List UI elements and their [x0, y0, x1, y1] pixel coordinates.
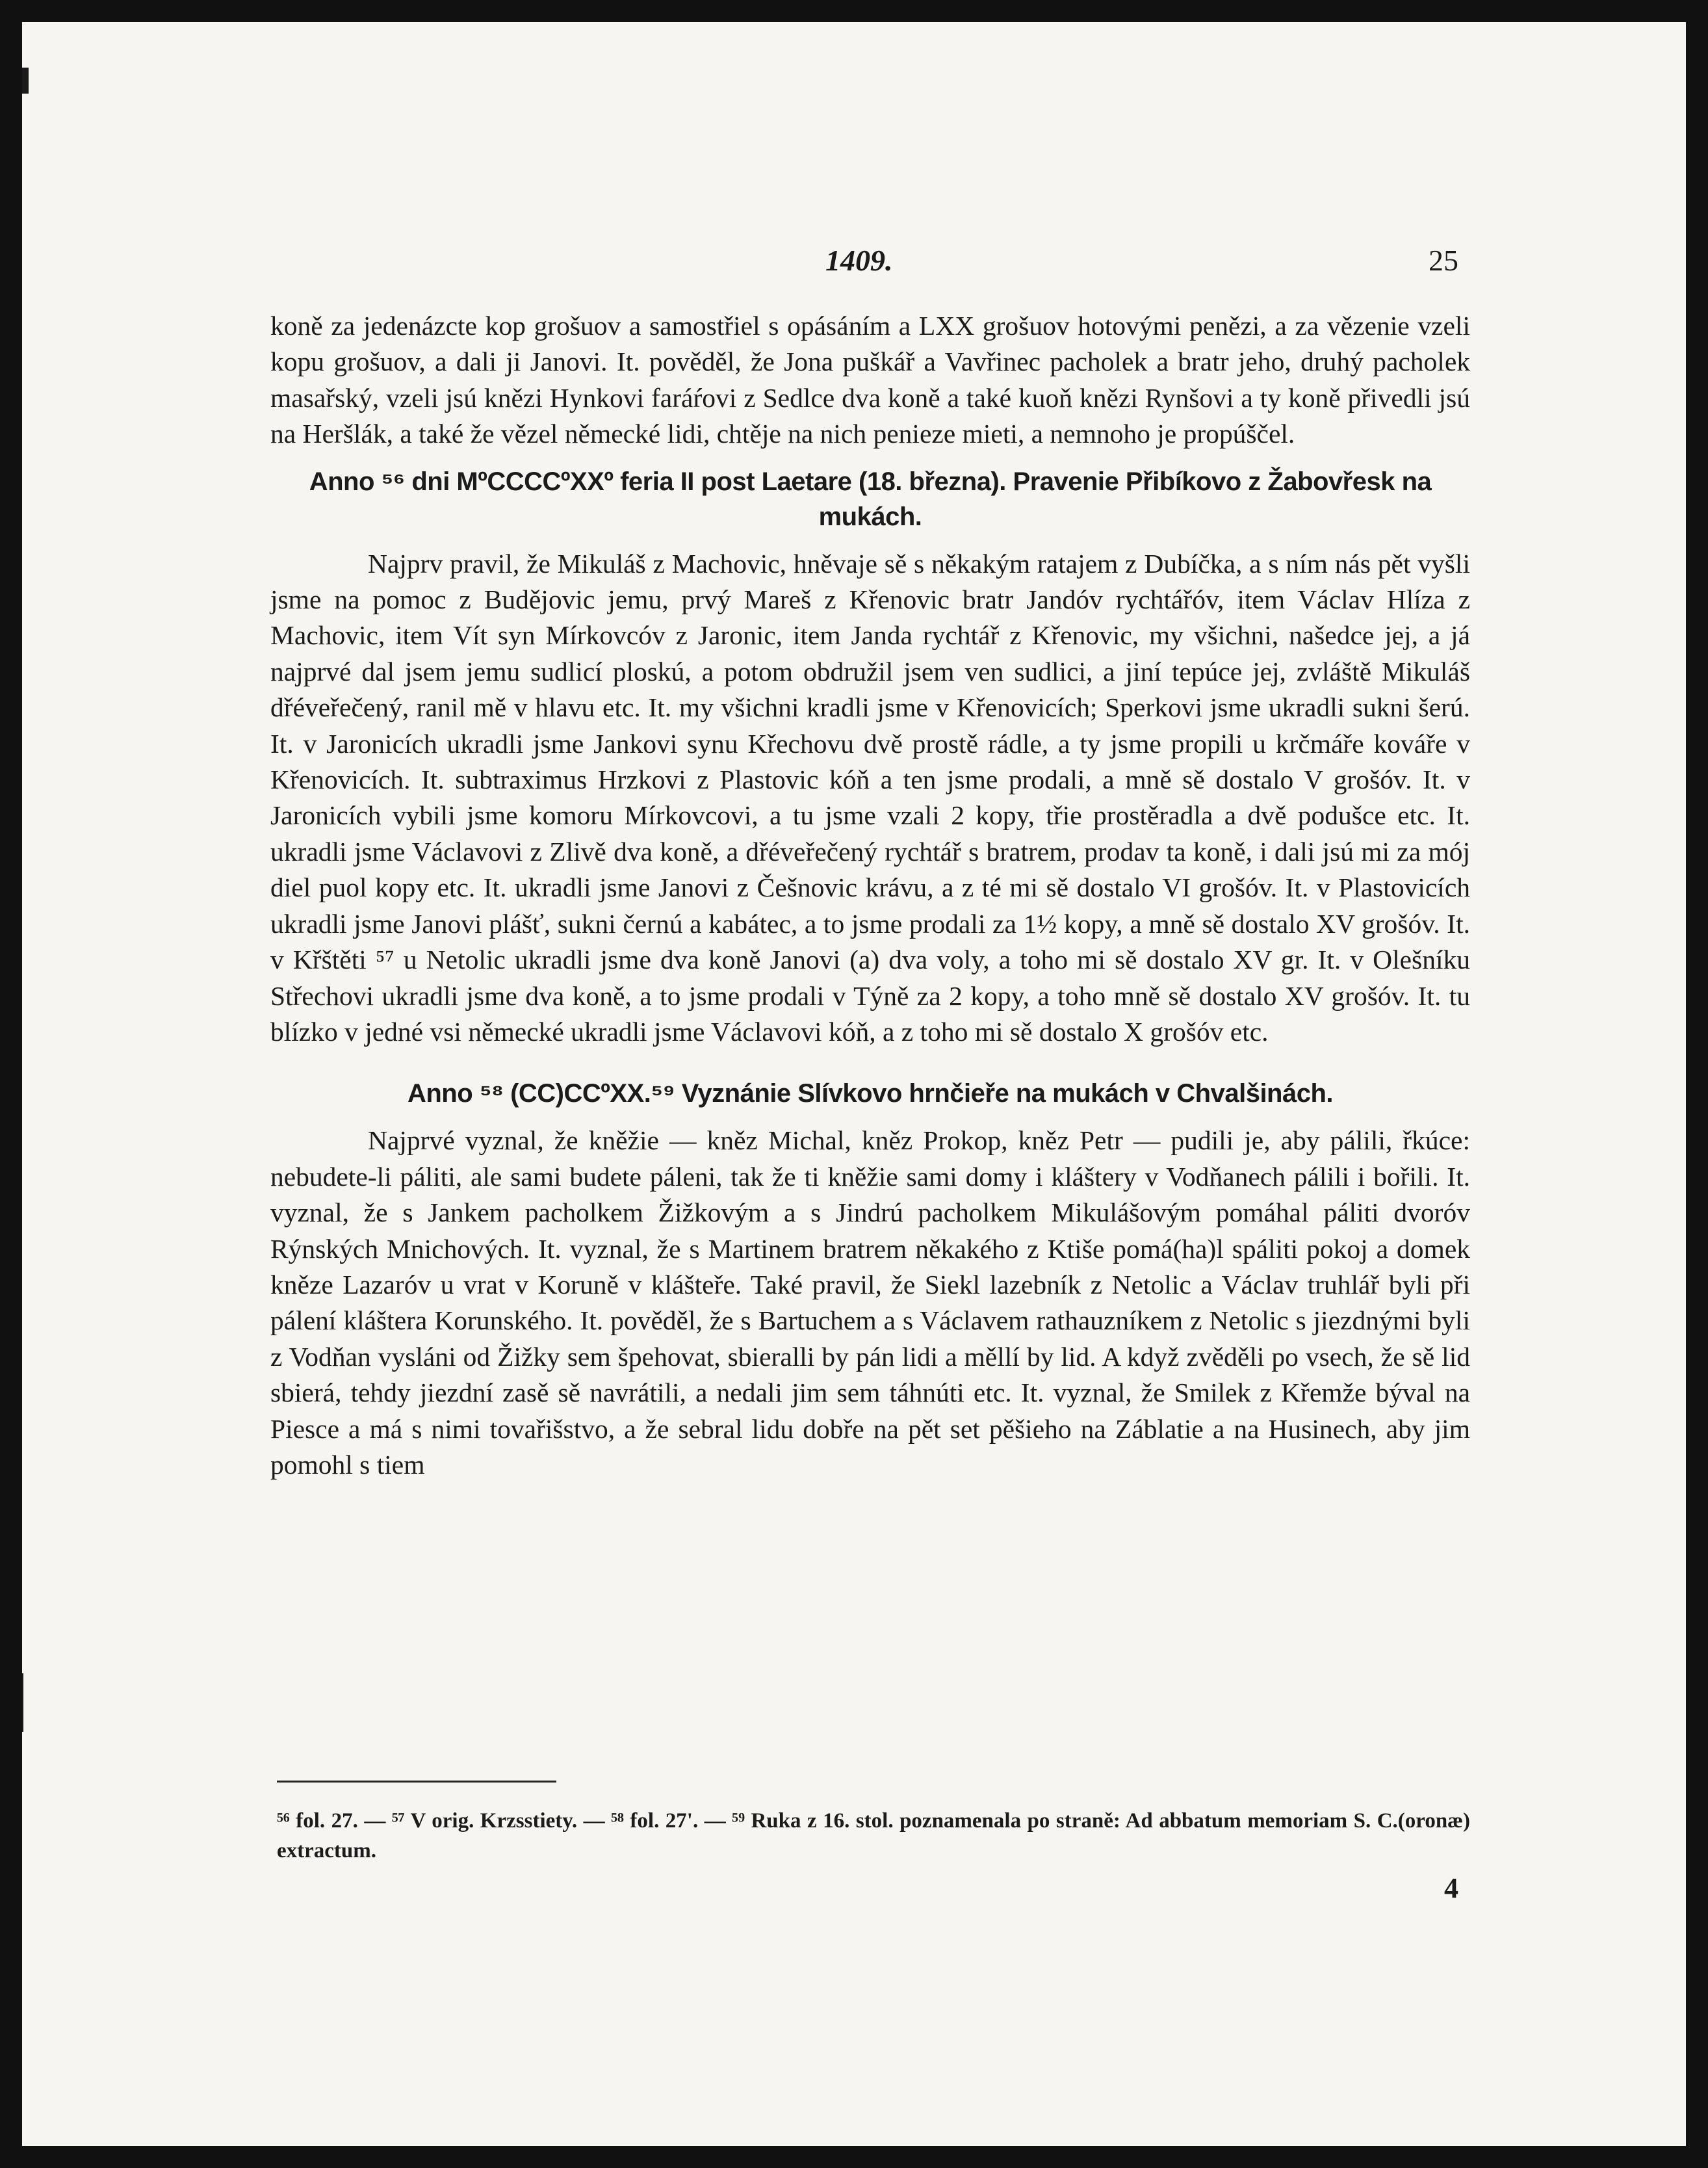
scan-edge-mark-bottom	[22, 1673, 23, 1732]
spacer	[270, 534, 1470, 546]
footnote-text: ⁵⁶ fol. 27. — ⁵⁷ V orig. Krzsstiety. — ⁵⁸ fol. 27'. — ⁵⁹ Ruka z 16. stol. poznamenala po straně: Ad abbatum memoriam S. C.(oronæ) extractum.	[277, 1809, 1470, 1862]
spacer	[270, 1050, 1470, 1076]
footnotes	[277, 1806, 1470, 1866]
entry-heading-2: Anno ⁵⁸ (CC)CCºXX.⁵⁹ Vyznánie Slívkovo hrnčieře na mukách v Chvalšinách.	[407, 1079, 1334, 1108]
page-number: 25	[1429, 244, 1458, 277]
paragraph-vyznanie: Najprvé vyznal, že kněžie — kněz Michal, kněz Prokop, kněz Petr — pudili je, aby pálili, řkúce: nebudete-li páliti, ale sami budete páleni, tak že ti kněžie sami domy i kláštery v Vodňanech pálili i bořili. It. vyznal, že s Jankem pacholkem Žižkovým a s Jindrú pacholkem Mikulášovým pomáhal páliti dvoróv Rýnských Mnichových. It. vyznal, že s Martinem bratrem někakého z Ktiše pomá(ha)l spáliti pokoj a domek kněze Lazaróv u vrat v Koruně v klášteře. Také pravil, že Siekl lazebník z Netolic a Václav truhlář byli při pálení kláštera Korunského. It. pověděl, že s Bartuchem a s Václavem rathauzníkem z Netolic s jiezdnými byli z Vodňan vysláni od Žižky sem špehovat, sbieralli by pán lidi a měllí by lid. A když zvěděli po vsech, že sě lid sbierá, tehdy jiezdní zasě sě navrátili, a nedali jim sem táhnúti etc. It. vyznal, že Smilek z Křemže býval na Piesce a má s nimi tovařišstvo, a že sebral lidu dobře na pět set pěšieho na Záblatie a na Husinech, aby jim pomohl s tiem	[270, 1125, 1470, 1480]
page-header	[22, 243, 1686, 289]
entry-heading-1: Anno ⁵⁶ dni MºCCCCºXXº feria II post Laetare (18. března). Pravenie Přibíkovo z Žabovřesk na mukách.	[309, 467, 1432, 531]
paragraph-pravenie: Najprv pravil, že Mikuláš z Machovic, hněvaje sě s někakým ratajem z Dubíčka, a s ním nás pět vyšli jsme na pomoc z Budějovic jemu, prvý Mareš z Křenovic bratr Jandóv rychtářóv, item Václav Hlíza z Machovic, item Vít syn Mírkovcóv z Jaronic, item Janda rychtář z Křenovic, my všichni, našedce jej, a já najprvé dal jsem jemu sudlicí ploskú, a potom obdružil jsem ven sudlici, a jiní tepúce jej, zvláště Mikuláš dřéveřečený, ranil mě v hlavu etc. It. my všichni kradli jsme v Křenovicích; Sperkovi jsme ukradli sukni šerú. It. v Jaronicích ukradli jsme Jankovi synu Křechovu dvě prostě rádle, a ty jsme propili u krčmáře kováře v Křenovicích. It. subtraximus Hrzkovi z Plastovic kóň a ten jsme prodali, a mně sě dostalo V grošóv. It. v Jaronicích vybili jsme komoru Mírkovcovi, a tu jsme vzali 2 kopy, třie prostěradla a dvě podušce etc. It. ukradli jsme Václavovi z Zlivě dva koně, a dřéveřečený rychtář s bratrem, prodav ta koně, i dali jsú mi za mój diel puol kopy etc. It. ukradli jsme Janovi z Češnovic krávu, a z té mi sě dostalo VI grošóv. It. v Plastovicích ukradli jsme Janovi plášť, sukni černú a kabátec, a to jsme prodali za 1½ kopy, a mně sě dostalo XV grošóv. It. v Křštěti ⁵⁷ u Netolic ukradli jsme dva koně Janovi (a) dva voly, a toho mi sě dostalo XV gr. It. v Olešníku Střechovi ukradli jsme dva koně, a to jsme prodali v Týně za 2 kopy, a toho mně sě dostalo XV grošóv. It. tu blízko v jedné vsi německé ukradli jsme Václavovi kóň, a z toho mi sě dostalo X grošóv etc.	[270, 548, 1470, 1047]
running-head-year: 1409.	[825, 244, 893, 277]
footnote-rule	[277, 1781, 556, 1783]
scanned-page	[22, 22, 1686, 2146]
signature-mark: 4	[1444, 1872, 1458, 1904]
paragraph-continuation: koně za jedenázcte kop grošuov a samostřiel s opásáním a LXX grošuov hotovými penězi, a za vězenie vzeli kopu grošuov, a dali ji Janovi. It. pověděl, že Jona puškář a Vavřinec pacholek a bratr jeho, druhý pacholek masařský, vzeli jsú knězi Hynkovi faráŕovi z Sedlce dva koně a také kuoň knězi Rynšovi a ty koně přivedli jsú na Heršlák, a také že vězel německé lidi, chtěje na nich penieze mieti, a nemnoho je propúščel.	[270, 311, 1470, 449]
spacer	[270, 452, 1470, 464]
spacer	[270, 1111, 1470, 1123]
main-text	[270, 308, 1470, 1483]
scan-edge-mark-top	[22, 68, 29, 94]
